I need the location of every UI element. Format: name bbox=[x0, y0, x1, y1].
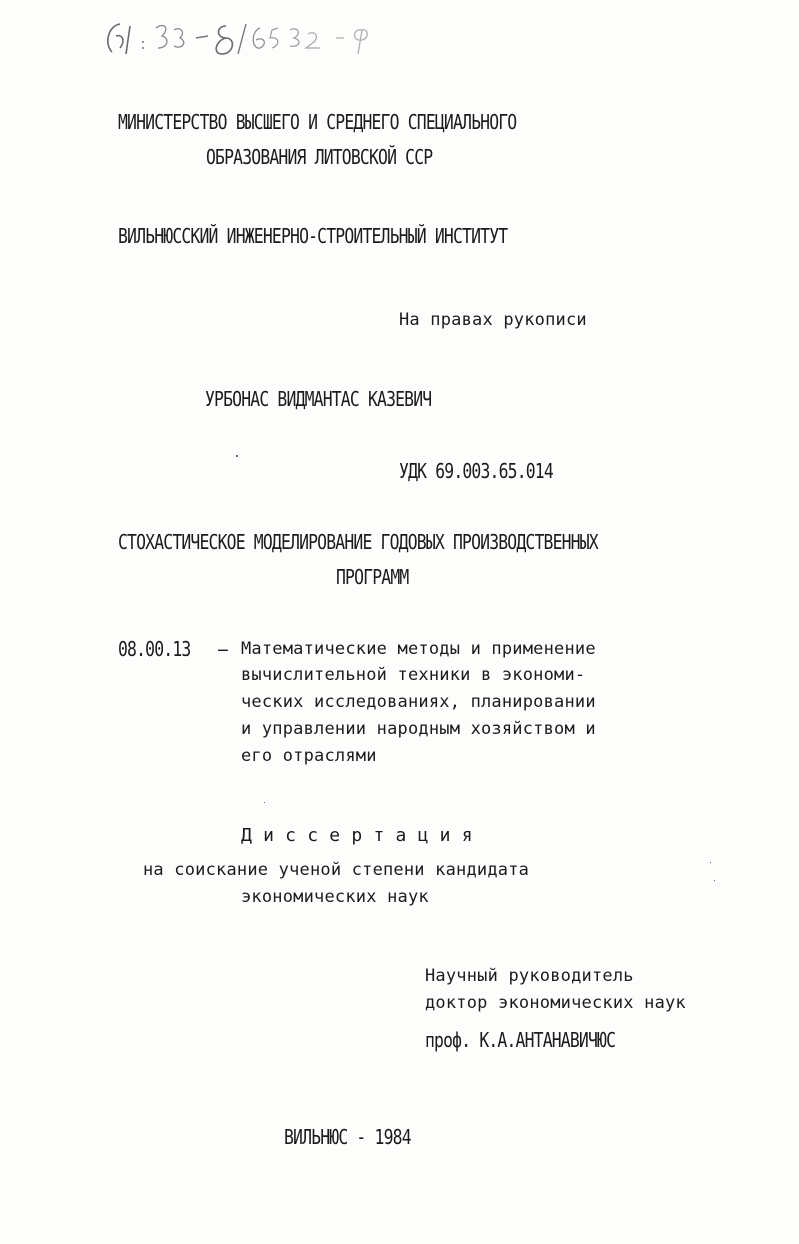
supervisor-role: Научный руководитель bbox=[425, 966, 634, 986]
specialty-line-2: вычислительной техники в экономи- bbox=[241, 665, 586, 685]
title-line-1: СТОХАСТИЧЕСКОЕ МОДЕЛИРОВАНИЕ ГОДОВЫХ ПРОИЗВОДСТВЕННЫХ bbox=[118, 530, 598, 554]
ministry-line-1: МИНИСТЕРСТВО ВЫСШЕГО И СРЕДНЕГО СПЕЦИАЛЬНОГО bbox=[118, 110, 517, 134]
specialty-line-4: и управлении народным хозяйством и bbox=[241, 719, 596, 739]
specialty-line-3: ческих исследованиях, планировании bbox=[241, 692, 596, 712]
title-line-2: ПРОГРАММ bbox=[336, 565, 409, 589]
ministry-line-2: ОБРАЗОВАНИЯ ЛИТОВСКОЙ ССР bbox=[206, 145, 433, 169]
specialty-line-1: Математические методы и применение bbox=[241, 639, 596, 659]
supervisor-degree: доктор экономических наук bbox=[425, 993, 686, 1013]
author-name: УРБОНАС ВИДМАНТАС КАЗЕВИЧ bbox=[205, 387, 432, 411]
city-year: ВИЛЬНЮС - 1984 bbox=[284, 1125, 411, 1149]
thesis-degree-line-1: на соискание ученой степени кандидата bbox=[143, 860, 530, 880]
udc-code: УДК 69.003.65.014 bbox=[399, 459, 553, 483]
specialty-dash: – bbox=[218, 637, 228, 661]
speck bbox=[714, 880, 715, 881]
institute-name: ВИЛЬНЮССКИЙ ИНЖЕНЕРНО-СТРОИТЕЛЬНЫЙ ИНСТИТУТ bbox=[118, 224, 508, 248]
supervisor-name: проф. К.А.АНТАНАВИЧЮС bbox=[425, 1028, 616, 1052]
specialty-line-5: его отраслями bbox=[241, 746, 377, 766]
speck bbox=[710, 862, 711, 863]
handwritten-archive-number bbox=[100, 14, 400, 64]
thesis-degree-line-2: экономических наук bbox=[241, 887, 429, 907]
specialty-code: 08.00.13 bbox=[118, 637, 191, 661]
thesis-word: Д и с с е р т а ц и я bbox=[241, 825, 473, 846]
speck bbox=[264, 802, 265, 803]
speck bbox=[236, 455, 238, 457]
manuscript-note: На правах рукописи bbox=[399, 310, 587, 330]
